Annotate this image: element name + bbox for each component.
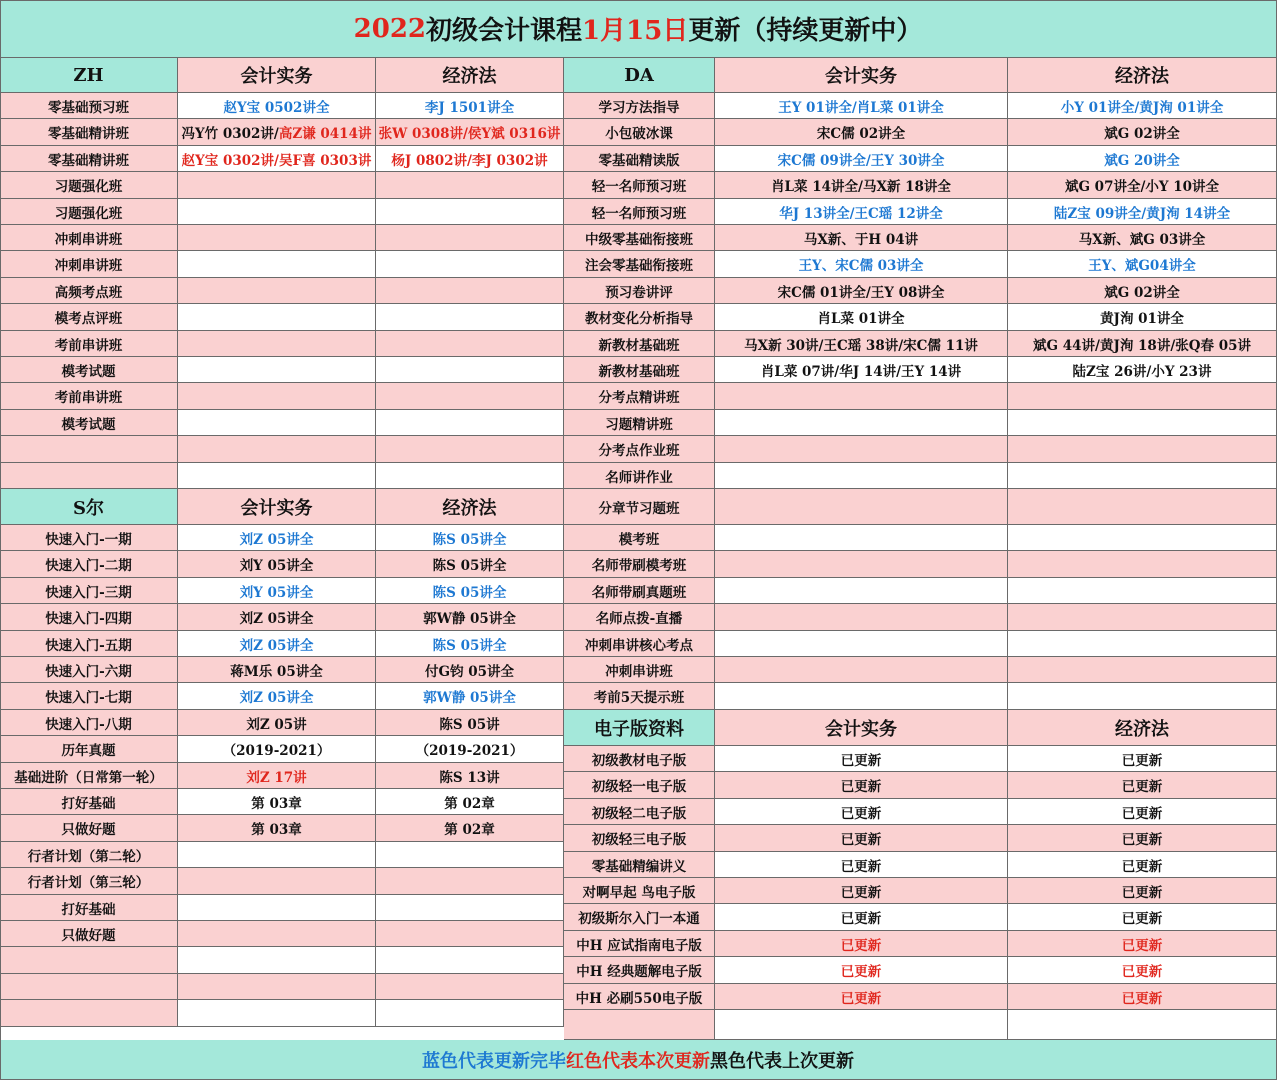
da-row-label: 冲刺串讲核心考点 [564, 631, 715, 657]
cell-text: 张W 0308讲/侯Y斌 0316讲 [378, 126, 561, 142]
da-row-jingjifa [1008, 383, 1277, 410]
da-row-label: 名师带刷模考班 [564, 551, 715, 578]
zh-row-kuaiji [178, 357, 376, 383]
da-row-jingjifa [1008, 119, 1277, 146]
ebook-row-kuaiji [715, 904, 1008, 931]
da-row-kuaiji [715, 119, 1008, 146]
ebook-row-label: 初级轻一电子版 [564, 772, 715, 799]
cell-text: 宋C儒 09讲全/王Y 30讲全 [777, 152, 945, 169]
ebook-row-label: 中H 必刷550电子版 [564, 984, 715, 1010]
zh-row-jingjifa [376, 93, 564, 119]
da-row-kuaiji [715, 489, 1008, 525]
se-row-kuaiji [178, 683, 376, 710]
cell-text: 刘Z 17讲 [246, 769, 307, 786]
zh-row-label: 模考点评班 [0, 304, 178, 331]
zh-row-jingjifa [376, 278, 564, 304]
cell-text: 马X新、于H 04讲 [803, 231, 919, 248]
da-row-label: 名师点拨-直播 [564, 604, 715, 631]
da-row-jingjifa [1008, 551, 1277, 578]
ebook-row-label: 零基础精编讲义 [564, 852, 715, 878]
cell-text: 马X新、斌G 03讲全 [1078, 231, 1206, 248]
cell-text: 宋C儒 01讲全/王Y 08讲全 [777, 284, 945, 301]
se-row-jingjifa [376, 921, 564, 947]
ebook-row-kuaiji [715, 878, 1008, 904]
da-header-1: 会计实务 [715, 58, 1008, 93]
da-row-kuaiji [715, 683, 1008, 710]
da-row-kuaiji [715, 410, 1008, 436]
da-header-0: DA [564, 58, 715, 93]
zh-row-jingjifa [376, 199, 564, 225]
cell-text: 小Y 01讲全/黄J洵 01讲全 [1060, 99, 1224, 116]
zh-header-0: ZH [0, 58, 178, 93]
da-row-label: 分考点精讲班 [564, 383, 715, 410]
se-row-kuaiji [178, 551, 376, 578]
se-row-jingjifa [376, 815, 564, 842]
cell-text: 王Y、宋C儒 03讲全 [798, 258, 924, 274]
da-row-jingjifa [1008, 304, 1277, 331]
se-row-kuaiji [178, 578, 376, 604]
cell-text: 刘Z 05讲全 [239, 690, 314, 706]
da-row-jingjifa [1008, 93, 1277, 119]
zh-row-kuaiji [178, 383, 376, 410]
se-row-kuaiji [178, 895, 376, 921]
zh-row-label [0, 463, 178, 489]
da-row-kuaiji [715, 631, 1008, 657]
cell-text: 刘Z 05讲全 [239, 637, 314, 654]
cell-text: 第 02章 [444, 795, 495, 812]
ebook-row-jingjifa [1008, 852, 1277, 878]
legend-part: 红色代表本次更新 [566, 1050, 710, 1072]
da-row-label: 习题精讲班 [564, 410, 715, 436]
da-row-kuaiji [715, 304, 1008, 331]
se-row-kuaiji [178, 947, 376, 974]
cell-text: 陆Z宝 09讲全/黄J洵 14讲全 [1053, 205, 1231, 222]
zh-row-label: 习题强化班 [0, 172, 178, 199]
se-row-label: 打好基础 [0, 789, 178, 815]
zh-row-label: 零基础精讲班 [0, 119, 178, 146]
cell-text: 高Z谦 0414讲 [278, 126, 372, 142]
da-row-label: 轻一名师预习班 [564, 172, 715, 199]
zh-row-kuaiji [178, 463, 376, 489]
da-row-label: 冲刺串讲班 [564, 657, 715, 683]
zh-row-label: 高频考点班 [0, 278, 178, 304]
cell-text: 斌G 44讲/黄J洵 18讲/张Q春 05讲 [1033, 337, 1251, 354]
da-row-jingjifa [1008, 489, 1277, 525]
se-row-label [0, 974, 178, 1000]
da-row-label: 分考点作业班 [564, 436, 715, 463]
ebook-row-jingjifa [1008, 904, 1277, 931]
cell-text: 陆Z宝 26讲/小Y 23讲 [1072, 363, 1212, 380]
zh-row-jingjifa [376, 331, 564, 357]
cell-text: 陈S 13讲 [439, 769, 500, 786]
se-row-jingjifa [376, 551, 564, 578]
da-row-label: 分章节习题班 [564, 489, 715, 525]
zh-row-jingjifa [376, 119, 564, 146]
zh-row-kuaiji [178, 146, 376, 172]
da-row-jingjifa [1008, 683, 1277, 710]
se-row-label: 快速入门-五期 [0, 631, 178, 657]
da-row-kuaiji [715, 93, 1008, 119]
da-row-jingjifa [1008, 146, 1277, 172]
se-row-jingjifa [376, 974, 564, 1000]
ebook-row-label: 对啊早起 鸟电子版 [564, 878, 715, 904]
cell-text: 已更新 [1121, 752, 1163, 769]
zh-row-kuaiji [178, 410, 376, 436]
cell-text: 李J 1501讲全 [424, 99, 515, 116]
ebook-row-kuaiji [715, 852, 1008, 878]
zh-row-jingjifa [376, 410, 564, 436]
se-row-kuaiji [178, 1000, 376, 1027]
cell-text: 刘Y 05讲全 [239, 584, 314, 601]
se-row-label: 行者计划（第三轮） [0, 868, 178, 895]
cell-text: 已更新 [840, 779, 882, 795]
se-row-kuaiji [178, 604, 376, 631]
da-row-jingjifa [1008, 251, 1277, 278]
cell-text: 第 03章 [251, 795, 302, 812]
da-header-2: 经济法 [1008, 58, 1277, 93]
se-row-kuaiji [178, 736, 376, 763]
zh-row-label: 模考试题 [0, 357, 178, 383]
se-row-jingjifa [376, 578, 564, 604]
se-row-label: 只做好题 [0, 921, 178, 947]
ebook-row-kuaiji [715, 1010, 1008, 1040]
da-row-label: 学习方法指导 [564, 93, 715, 119]
da-row-jingjifa [1008, 631, 1277, 657]
color-legend [0, 1040, 1277, 1080]
da-row-label: 中级零基础衔接班 [564, 225, 715, 251]
se-row-jingjifa [376, 842, 564, 868]
zh-row-kuaiji [178, 225, 376, 251]
cell-text: （2019-2021） [415, 743, 524, 759]
zh-header-1: 会计实务 [178, 58, 376, 93]
se-row-kuaiji [178, 657, 376, 683]
da-row-label: 轻一名师预习班 [564, 199, 715, 225]
cell-text: 已更新 [1121, 832, 1163, 848]
cell-text: 刘Y 05讲全 [239, 558, 314, 574]
se-row-kuaiji [178, 763, 376, 789]
cell-text: 陈S 05讲全 [432, 637, 507, 654]
ebook-row-kuaiji [715, 746, 1008, 772]
da-row-jingjifa [1008, 604, 1277, 631]
cell-text: 已更新 [1121, 964, 1163, 980]
da-row-label: 注会零基础衔接班 [564, 251, 715, 278]
se-row-kuaiji [178, 631, 376, 657]
zh-row-label [0, 436, 178, 463]
cell-text: 已更新 [840, 805, 882, 822]
title-part: 1月15日 [582, 16, 689, 46]
cell-text: 斌G 02讲全 [1104, 284, 1180, 301]
se-row-jingjifa [376, 604, 564, 631]
zh-row-jingjifa [376, 146, 564, 172]
zh-row-jingjifa [376, 225, 564, 251]
da-row-label: 名师带刷真题班 [564, 578, 715, 604]
cell-text: 王Y、斌G04讲全 [1088, 258, 1196, 274]
se-row-jingjifa [376, 525, 564, 551]
legend-part: 蓝色代表更新完毕 [422, 1050, 566, 1072]
da-row-kuaiji [715, 251, 1008, 278]
se-row-jingjifa [376, 631, 564, 657]
se-row-jingjifa [376, 789, 564, 815]
se-row-label: 快速入门-一期 [0, 525, 178, 551]
se-row-jingjifa [376, 710, 564, 736]
cell-text: 郭W静 05讲全 [423, 611, 516, 627]
da-row-jingjifa [1008, 657, 1277, 683]
se-row-label [0, 947, 178, 974]
ebook-header-2: 经济法 [1008, 710, 1277, 746]
da-row-jingjifa [1008, 357, 1277, 383]
da-row-label: 名师讲作业 [564, 463, 715, 489]
da-row-kuaiji [715, 463, 1008, 489]
ebook-row-jingjifa [1008, 931, 1277, 957]
zh-row-label: 考前串讲班 [0, 383, 178, 410]
cell-text: 宋C儒 02讲全 [816, 126, 906, 142]
cell-text: 已更新 [1121, 884, 1163, 901]
cell-text: 已更新 [1121, 937, 1163, 954]
cell-text: 已更新 [840, 858, 882, 875]
zh-row-label: 习题强化班 [0, 199, 178, 225]
zh-row-jingjifa [376, 172, 564, 199]
da-row-label: 预习卷讲评 [564, 278, 715, 304]
ebook-row-kuaiji [715, 799, 1008, 825]
se-row-label: 行者计划（第二轮） [0, 842, 178, 868]
se-row-label: 快速入门-七期 [0, 683, 178, 710]
cell-text: 已更新 [840, 752, 882, 769]
se-row-label: 快速入门-三期 [0, 578, 178, 604]
cell-text: 已更新 [840, 911, 882, 927]
cell-text: 付G钧 05讲全 [424, 663, 514, 680]
da-row-kuaiji [715, 331, 1008, 357]
zh-row-label: 考前串讲班 [0, 331, 178, 357]
se-row-kuaiji [178, 815, 376, 842]
zh-row-kuaiji [178, 331, 376, 357]
ebook-row-jingjifa [1008, 746, 1277, 772]
ebook-row-jingjifa [1008, 1010, 1277, 1040]
zh-row-jingjifa [376, 383, 564, 410]
cell-text: 赵Y宝 0302讲/吴F喜 0303讲 [181, 152, 372, 169]
zh-row-kuaiji [178, 172, 376, 199]
cell-text: 肖L菜 01讲全 [817, 311, 905, 327]
da-row-kuaiji [715, 436, 1008, 463]
da-row-jingjifa [1008, 225, 1277, 251]
da-row-jingjifa [1008, 410, 1277, 436]
se-row-jingjifa [376, 895, 564, 921]
cell-text: 王Y 01讲全/肖L菜 01讲全 [778, 99, 944, 116]
cell-text: 马X新 30讲/王C瑶 38讲/宋C儒 11讲 [744, 337, 978, 354]
se-row-label: 基础进阶（日常第一轮） [0, 763, 178, 789]
ebook-row-label: 初级轻二电子版 [564, 799, 715, 825]
ebook-row-label: 初级轻三电子版 [564, 825, 715, 852]
se-row-kuaiji [178, 921, 376, 947]
cell-text: 已更新 [840, 964, 882, 980]
cell-text: 已更新 [840, 884, 882, 901]
cell-text: 肖L菜 14讲全/马X新 18讲全 [771, 179, 951, 195]
cell-text: 华J 13讲全/王C瑶 12讲全 [779, 205, 943, 222]
cell-text: 赵Y宝 0502讲全 [223, 99, 330, 116]
cell-text: 陈S 05讲全 [432, 531, 507, 548]
da-row-label: 零基础精读版 [564, 146, 715, 172]
zh-row-jingjifa [376, 251, 564, 278]
da-row-jingjifa [1008, 278, 1277, 304]
cell-text: 已更新 [840, 937, 882, 954]
zh-row-kuaiji [178, 199, 376, 225]
da-row-kuaiji [715, 578, 1008, 604]
se-row-jingjifa [376, 1000, 564, 1027]
se-row-label: 快速入门-二期 [0, 551, 178, 578]
cell-text: 已更新 [1121, 990, 1163, 1007]
se-row-kuaiji [178, 842, 376, 868]
cell-text: 第 02章 [444, 822, 495, 838]
se-row-kuaiji [178, 710, 376, 736]
se-row-jingjifa [376, 683, 564, 710]
cell-text: 郭W静 05讲全 [423, 690, 516, 706]
se-row-kuaiji [178, 974, 376, 1000]
ebook-row-kuaiji [715, 957, 1008, 984]
title-part: 初级会计课程 [426, 16, 583, 46]
se-row-label: 只做好题 [0, 815, 178, 842]
ebook-header-0: 电子版资料 [564, 710, 715, 746]
ebook-row-jingjifa [1008, 799, 1277, 825]
da-row-label: 考前5天提示班 [564, 683, 715, 710]
zh-row-jingjifa [376, 304, 564, 331]
da-row-label: 教材变化分析指导 [564, 304, 715, 331]
zh-row-kuaiji [178, 436, 376, 463]
zh-row-kuaiji [178, 278, 376, 304]
zh-row-label: 冲刺串讲班 [0, 225, 178, 251]
cell-text: 斌G 20讲全 [1104, 152, 1180, 169]
ebook-row-label: 初级斯尔入门一本通 [564, 904, 715, 931]
cell-text: 斌G 07讲全/小Y 10讲全 [1064, 179, 1220, 195]
zh-row-label: 冲刺串讲班 [0, 251, 178, 278]
se-row-jingjifa [376, 736, 564, 763]
se-row-jingjifa [376, 763, 564, 789]
ebook-row-label: 中H 经典题解电子版 [564, 957, 715, 984]
zh-row-label: 零基础预习班 [0, 93, 178, 119]
zh-row-kuaiji [178, 93, 376, 119]
da-row-jingjifa [1008, 578, 1277, 604]
da-row-label: 新教材基础班 [564, 331, 715, 357]
se-row-jingjifa [376, 947, 564, 974]
da-row-kuaiji [715, 278, 1008, 304]
se-row-label: 快速入门-八期 [0, 710, 178, 736]
se-row-jingjifa [376, 868, 564, 895]
da-row-jingjifa [1008, 199, 1277, 225]
da-row-kuaiji [715, 525, 1008, 551]
zh-row-label: 零基础精讲班 [0, 146, 178, 172]
da-row-kuaiji [715, 551, 1008, 578]
cell-text: 刘Z 05讲 [246, 716, 307, 733]
cell-text: 已更新 [840, 990, 882, 1007]
se-row-label: 快速入门-四期 [0, 604, 178, 631]
ebook-row-label [564, 1010, 715, 1040]
ebook-row-kuaiji [715, 931, 1008, 957]
ebook-header-1: 会计实务 [715, 710, 1008, 746]
ebook-row-jingjifa [1008, 984, 1277, 1010]
cell-text: 刘Z 05讲全 [239, 611, 314, 627]
se-header-0: S尔 [0, 489, 178, 525]
da-row-kuaiji [715, 146, 1008, 172]
da-row-kuaiji [715, 172, 1008, 199]
se-row-label: 历年真题 [0, 736, 178, 763]
da-row-kuaiji [715, 225, 1008, 251]
da-row-label: 新教材基础班 [564, 357, 715, 383]
da-row-jingjifa [1008, 463, 1277, 489]
ebook-row-jingjifa [1008, 825, 1277, 852]
cell-text: 蒋M乐 05讲全 [230, 663, 323, 680]
se-row-kuaiji [178, 868, 376, 895]
cell-text: 黄J洵 01讲全 [1100, 311, 1184, 327]
se-row-label [0, 1000, 178, 1027]
da-row-kuaiji [715, 357, 1008, 383]
zh-row-jingjifa [376, 436, 564, 463]
legend-part: 黑色代表上次更新 [710, 1050, 854, 1072]
se-row-label: 打好基础 [0, 895, 178, 921]
title-part: 2022 [353, 13, 427, 44]
ebook-row-jingjifa [1008, 957, 1277, 984]
da-row-jingjifa [1008, 436, 1277, 463]
da-row-jingjifa [1008, 525, 1277, 551]
zh-row-kuaiji [178, 251, 376, 278]
cell-text: 杨J 0802讲/李J 0302讲 [391, 152, 548, 169]
cell-text: 已更新 [1121, 911, 1163, 927]
da-row-kuaiji [715, 657, 1008, 683]
se-header-1: 会计实务 [178, 489, 376, 525]
se-header-2: 经济法 [376, 489, 564, 525]
se-row-kuaiji [178, 525, 376, 551]
ebook-row-kuaiji [715, 984, 1008, 1010]
se-row-label: 快速入门-六期 [0, 657, 178, 683]
cell-text: 陈S 05讲全 [432, 558, 507, 574]
title-part: 更新（持续更新中） [688, 16, 923, 46]
cell-text: 第 03章 [251, 822, 302, 838]
cell-text: 陈S 05讲全 [432, 584, 507, 601]
ebook-row-label: 中H 应试指南电子版 [564, 931, 715, 957]
da-row-kuaiji [715, 199, 1008, 225]
cell-text: 刘Z 05讲全 [239, 531, 314, 548]
cell-text: 已更新 [840, 832, 882, 848]
cell-text: 已更新 [1121, 858, 1163, 875]
cell-text: 肖L菜 07讲/华J 14讲/王Y 14讲 [760, 363, 962, 380]
cell-text: 已更新 [1121, 779, 1163, 795]
zh-row-label: 模考试题 [0, 410, 178, 436]
zh-header-2: 经济法 [376, 58, 564, 93]
zh-row-jingjifa [376, 357, 564, 383]
cell-text: 已更新 [1121, 805, 1163, 822]
da-row-jingjifa [1008, 172, 1277, 199]
se-row-jingjifa [376, 657, 564, 683]
zh-row-kuaiji [178, 304, 376, 331]
ebook-row-label: 初级教材电子版 [564, 746, 715, 772]
cell-text: 陈S 05讲 [439, 716, 500, 733]
da-row-jingjifa [1008, 331, 1277, 357]
ebook-row-jingjifa [1008, 878, 1277, 904]
zh-row-jingjifa [376, 463, 564, 489]
ebook-row-kuaiji [715, 825, 1008, 852]
zh-row-kuaiji [178, 119, 376, 146]
da-row-label: 模考班 [564, 525, 715, 551]
ebook-row-kuaiji [715, 772, 1008, 799]
cell-text: （2019-2021） [222, 743, 331, 759]
sheet-title [0, 0, 1277, 58]
cell-text: 斌G 02讲全 [1104, 126, 1180, 142]
da-row-kuaiji [715, 383, 1008, 410]
da-row-label: 小包破冰课 [564, 119, 715, 146]
ebook-row-jingjifa [1008, 772, 1277, 799]
da-row-kuaiji [715, 604, 1008, 631]
se-row-kuaiji [178, 789, 376, 815]
cell-text: 冯Y竹 0302讲/ [181, 126, 279, 142]
